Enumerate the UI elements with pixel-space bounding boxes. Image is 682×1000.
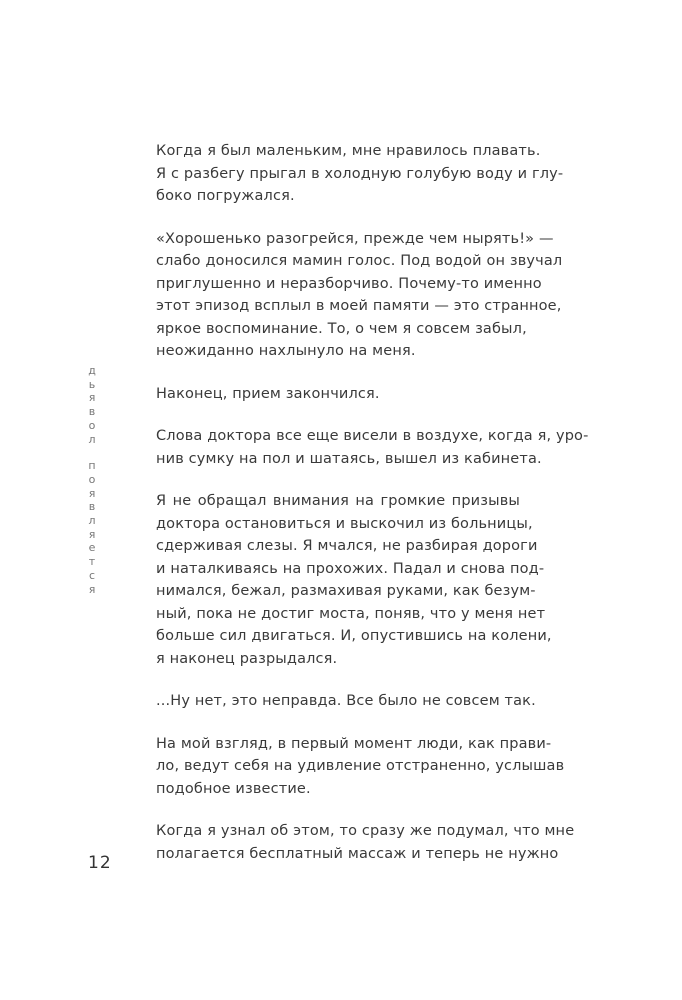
page-number: 12 bbox=[88, 853, 112, 873]
running-head-letter: о bbox=[88, 472, 96, 486]
text-line: этот эпизод всплыл в моей памяти — это странное, bbox=[156, 298, 562, 314]
text-line: Я с разбегу прыгал в холодную голубую воду и глу- bbox=[156, 165, 564, 182]
running-head-letter: я bbox=[88, 486, 96, 500]
running-head-letter: я bbox=[88, 582, 96, 596]
text-line: ло, ведут себя на удивление отстраненно, услышав bbox=[156, 758, 565, 774]
text-line: «Хорошенько разогрейся, прежде чем нырять!» — bbox=[156, 230, 554, 247]
running-head-letter: я bbox=[88, 527, 96, 541]
running-head-word-gap bbox=[82, 446, 102, 459]
paragraph bbox=[156, 690, 536, 713]
running-head-letter: п bbox=[88, 459, 96, 473]
text-line: слабо доносился мамин голос. Под водой он звучал bbox=[156, 253, 563, 269]
text-line: Когда я узнал об этом, то сразу же подумал, что мне bbox=[156, 823, 575, 839]
running-head-letter: л bbox=[88, 432, 96, 446]
text-line: я наконец разрыдался. bbox=[156, 650, 338, 667]
text-line: Наконец, прием закончился. bbox=[156, 385, 380, 402]
paragraph bbox=[156, 228, 563, 363]
text-line: сдерживая слезы. Я мчался, не разбирая дороги bbox=[156, 538, 538, 554]
paragraph bbox=[156, 383, 520, 406]
paragraph bbox=[156, 490, 552, 670]
paragraph bbox=[156, 733, 565, 801]
text-line: Я не обращал внимания на громкие призывы bbox=[156, 493, 520, 509]
text-line: полагается бесплатный массаж и теперь не нужно bbox=[156, 845, 559, 862]
text-line: Когда я был маленьким, мне нравилось плавать. bbox=[156, 143, 541, 159]
text-line: подобное известие. bbox=[156, 780, 311, 797]
paragraph bbox=[156, 425, 589, 470]
text-line: нимался, бежал, размахивая руками, как безум- bbox=[156, 583, 536, 599]
text-line: ...Ну нет, это неправда. Все было не совсем так. bbox=[156, 693, 536, 709]
running-head-letter: е bbox=[88, 541, 96, 555]
running-head-letter: я bbox=[88, 391, 96, 405]
running-head-letter: в bbox=[88, 405, 96, 419]
text-line: больше сил двигаться. И, опустившись на колени, bbox=[156, 628, 552, 644]
running-head-letter: в bbox=[88, 500, 96, 514]
text-line: боко погружался. bbox=[156, 188, 295, 204]
paragraph bbox=[156, 820, 575, 865]
text-line: приглушенно и неразборчиво. Почему-то именно bbox=[156, 275, 542, 292]
running-head-letter: ь bbox=[88, 377, 96, 391]
text-line: Слова доктора все еще висели в воздухе, когда я, уро- bbox=[156, 428, 589, 444]
running-head-letter: о bbox=[88, 418, 96, 432]
text-line: На мой взгляд, в первый момент люди, как прави- bbox=[156, 735, 552, 752]
text-line: яркое воспоминание. То, о чем я совсем забыл, bbox=[156, 320, 527, 337]
running-head-letter: д bbox=[88, 364, 96, 377]
text-line: ный, пока не достиг моста, поняв, что у меня нет bbox=[156, 605, 546, 622]
running-head-letter: л bbox=[88, 514, 96, 528]
text-line: нив сумку на пол и шатаясь, вышел из кабинета. bbox=[156, 450, 542, 467]
text-line: неожиданно нахлынуло на меня. bbox=[156, 343, 416, 359]
running-head-vertical bbox=[82, 364, 102, 596]
body-text bbox=[156, 140, 589, 885]
paragraph bbox=[156, 140, 564, 208]
text-line: и наталкиваясь на прохожих. Падал и снова под- bbox=[156, 560, 545, 577]
running-head-letter: с bbox=[88, 568, 96, 582]
text-line: доктора остановиться и выскочил из больницы, bbox=[156, 515, 533, 532]
running-head-letter: т bbox=[88, 555, 96, 569]
